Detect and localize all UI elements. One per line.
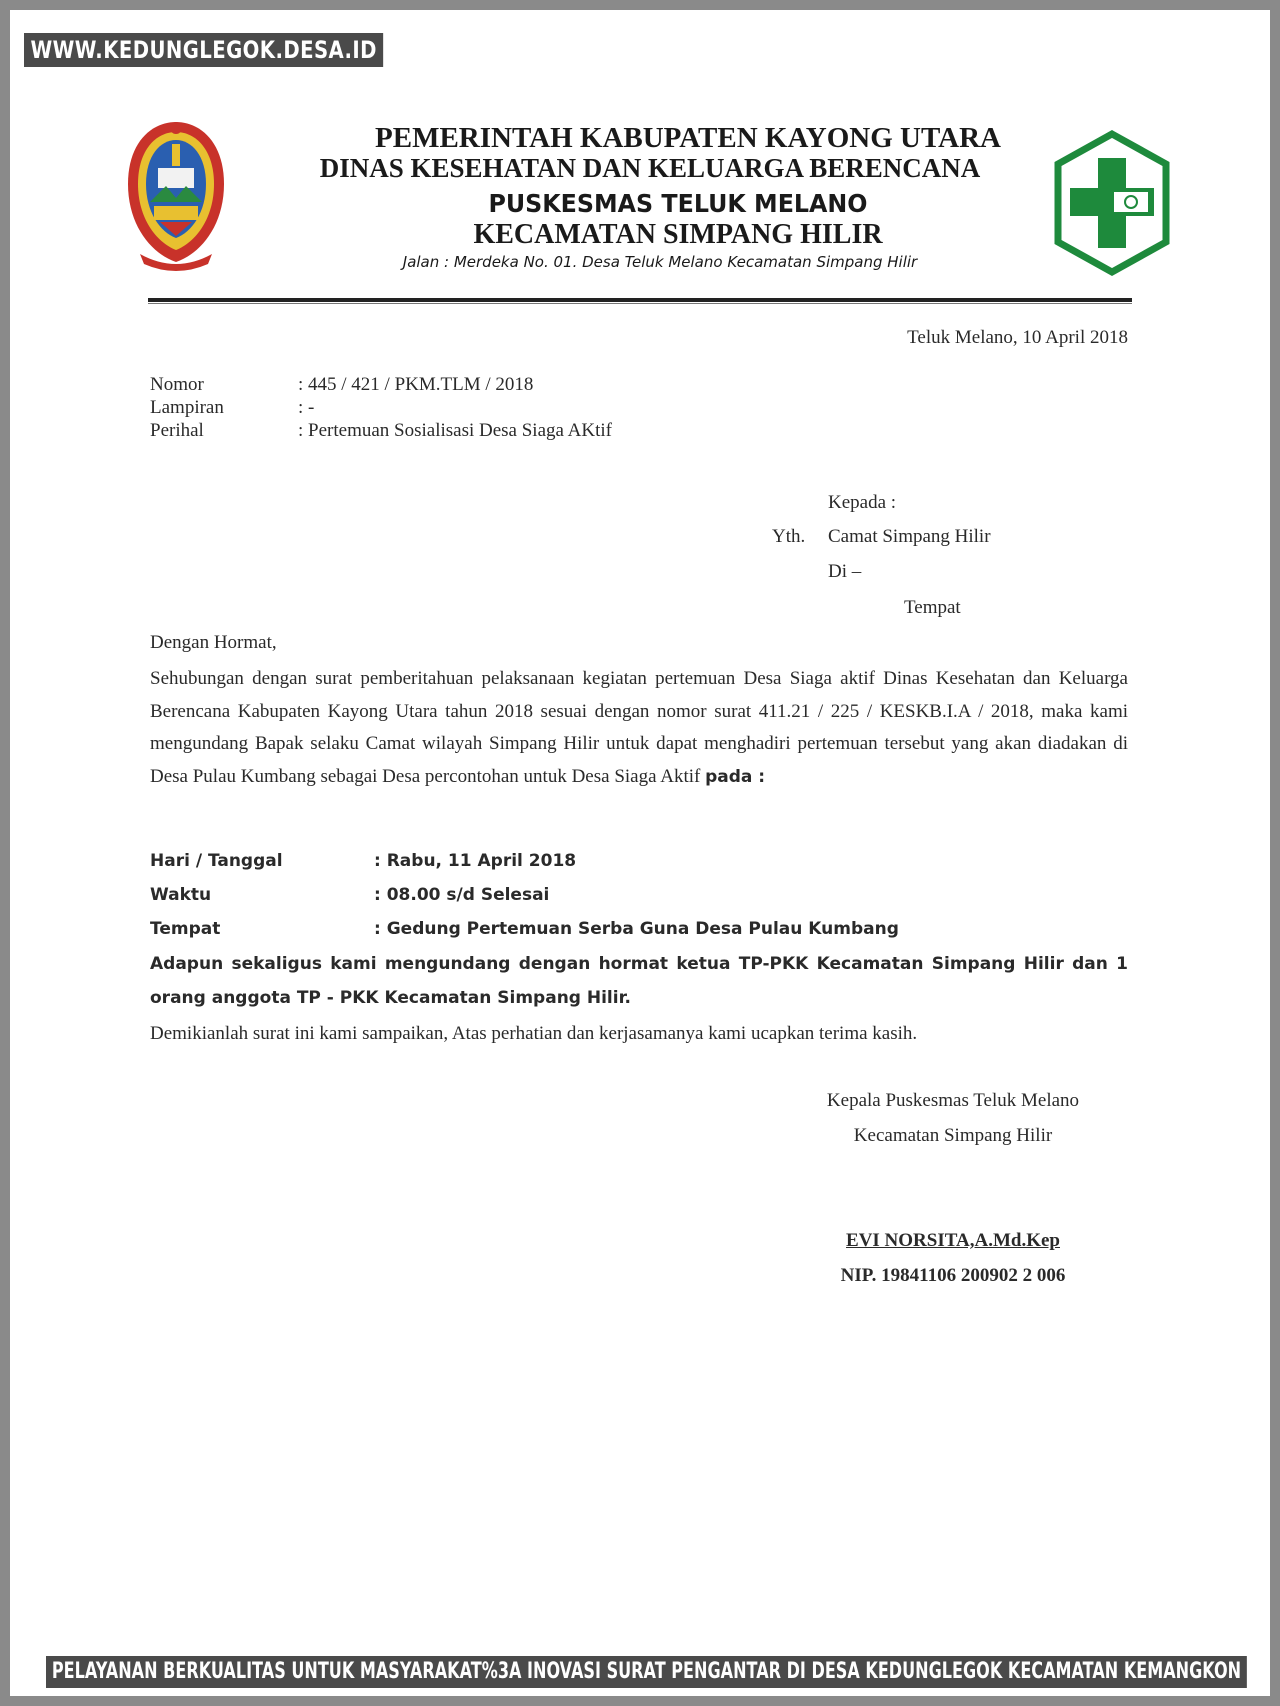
meta-row	[150, 396, 612, 419]
watermark-bottom-banner: PELAYANAN BERKUALITAS UNTUK MASYARAKAT%3A INOVASI SURAT PENGANTAR DI DESA KEDUNGLEGOK KECAMATAN KEMANGKON	[46, 1656, 1247, 1688]
meta-value: : Pertemuan Sosialisasi Desa Siaga AKtif	[298, 420, 612, 441]
detail-row	[150, 912, 899, 946]
details-block	[150, 844, 899, 946]
signature-name: EVI NORSITA,A.Md.Kep	[846, 1230, 1060, 1251]
meta-row	[150, 419, 612, 442]
paragraph-opening-text: Sehubungan dengan surat pemberitahuan pelaksanaan kegiatan pertemuan Desa Siaga aktif Dinas Kesehatan dan Keluarga Berencana Kabupaten Kayong Utara tahun 2018 sesuai dengan nomor surat 411.21 / 225 / KESKB.I.A / 2018, maka kami mengundang Bapak selaku Camat wilayah Simpang Hilir untuk dapat menghadiri pertemuan tersebut yang akan diadakan di Desa Pulau Kumbang sebagai Desa percontohan untuk Desa Siaga Aktif	[150, 668, 1128, 787]
letterhead-line2: DINAS KESEHATAN DAN KELUARGA BERENCANA	[319, 153, 981, 183]
meta-label: Perihal	[150, 420, 204, 441]
recipient-tempat: Tempat	[904, 597, 961, 618]
meta-value: : 445 / 421 / PKM.TLM / 2018	[298, 374, 534, 395]
recipient-kepada: Kepada :	[828, 492, 897, 513]
letterhead-line3: PUSKESMAS TELUK MELANO	[488, 189, 868, 218]
letterhead-rule	[148, 298, 1132, 302]
recipient-name: Camat Simpang Hilir	[828, 526, 991, 547]
salutation: Dengan Hormat,	[150, 632, 277, 653]
paragraph-opening-tail: pada :	[705, 766, 766, 787]
signature-title2: Kecamatan Simpang Hilir	[853, 1125, 1053, 1146]
paragraph-invitation: Adapun sekaligus kami mengundang dengan hormat ketua TP-PKK Kecamatan Simpang Hilir dan 1 orang anggota TP - PKK Kecamatan Simpang Hilir.	[150, 954, 1128, 1008]
letterhead-line4: KECAMATAN SIMPANG HILIR	[473, 219, 883, 250]
signature-title1: Kepala Puskesmas Teluk Melano	[826, 1090, 1080, 1111]
detail-row	[150, 878, 899, 912]
meta-block	[150, 373, 612, 442]
detail-label: Tempat	[150, 919, 221, 939]
meta-row	[150, 373, 612, 396]
meta-label: Lampiran	[150, 397, 224, 418]
date-line: Teluk Melano, 10 April 2018	[907, 327, 1128, 348]
letterhead-address: Jalan : Merdeka No. 01. Desa Teluk Melano Kecamatan Simpang Hilir	[402, 253, 918, 271]
recipient-yth: Yth.	[772, 526, 806, 547]
meta-label: Nomor	[150, 374, 204, 395]
watermark-top-banner: WWW.KEDUNGLEGOK.DESA.ID	[24, 33, 383, 67]
recipient-di: Di –	[828, 561, 862, 582]
letterhead-rule-thin	[148, 303, 1132, 304]
detail-label: Waktu	[150, 885, 212, 905]
detail-value: : 08.00 s/d Selesai	[374, 885, 550, 905]
detail-value: : Gedung Pertemuan Serba Guna Desa Pulau Kumbang	[374, 919, 899, 939]
paragraph-opening	[150, 663, 1128, 793]
detail-value: : Rabu, 11 April 2018	[374, 851, 577, 871]
letterhead-line1: PEMERINTAH KABUPATEN KAYONG UTARA	[375, 122, 1001, 154]
detail-row	[150, 844, 899, 878]
meta-value: : -	[298, 397, 315, 418]
signature-nip: NIP. 19841106 200902 2 006	[840, 1265, 1066, 1286]
paragraph-closing: Demikianlah surat ini kami sampaikan, Atas perhatian dan kerjasamanya kami ucapkan terima kasih.	[150, 1023, 918, 1044]
detail-label: Hari / Tanggal	[150, 851, 283, 871]
